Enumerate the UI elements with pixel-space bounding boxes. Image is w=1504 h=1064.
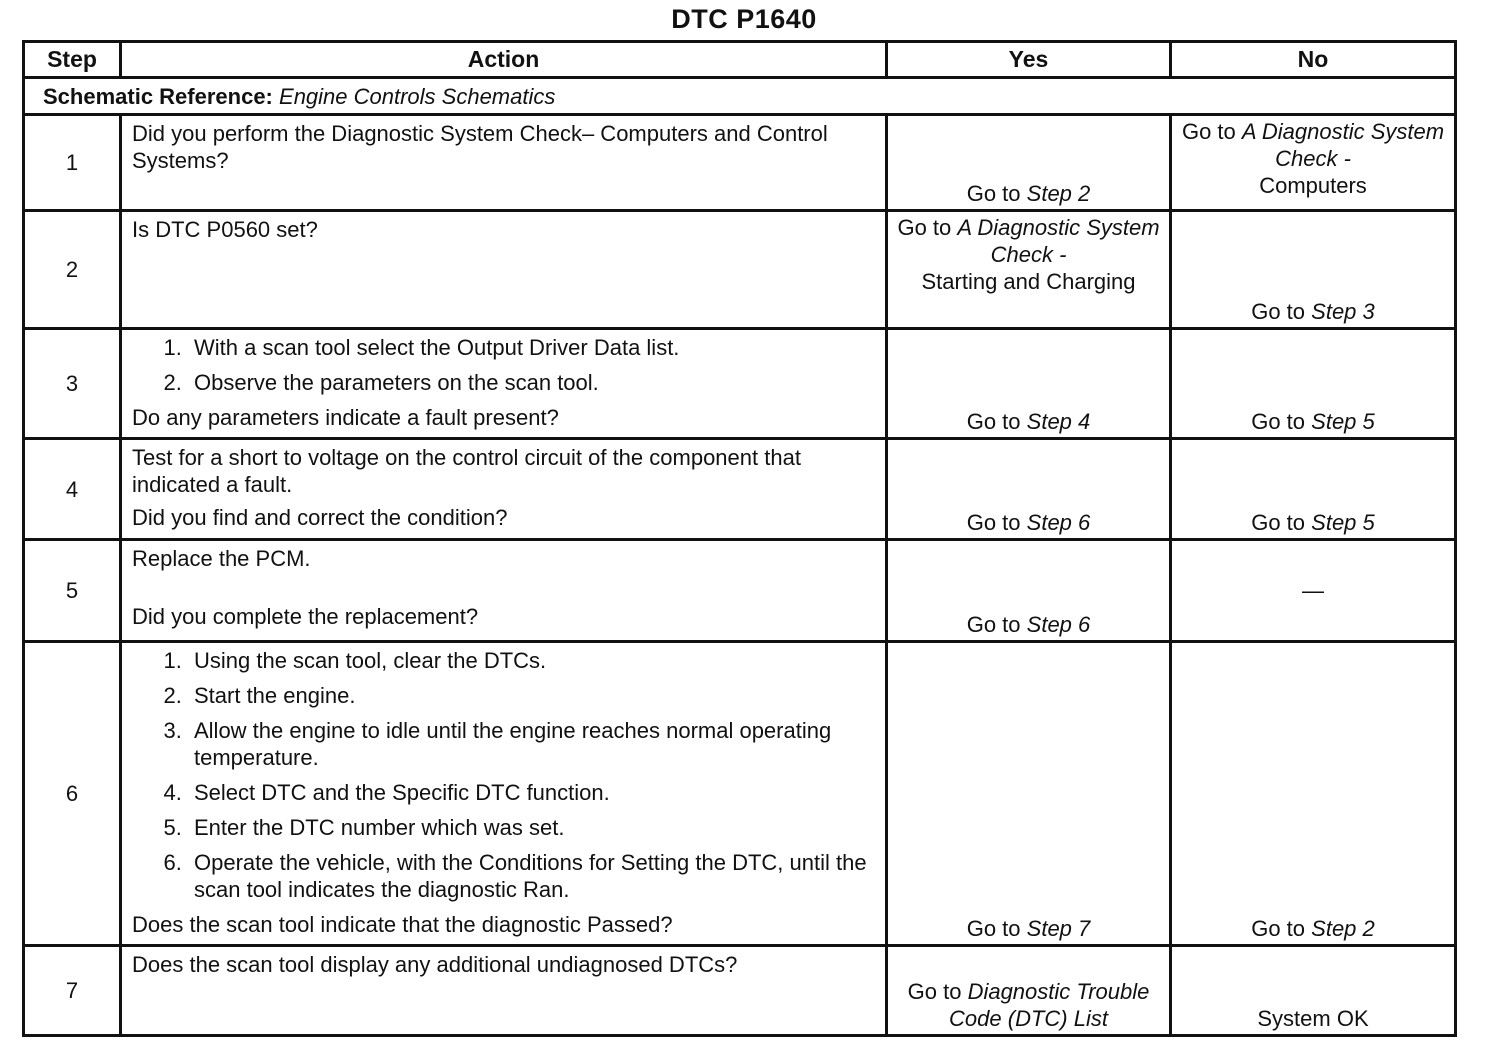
action-text bbox=[121, 439, 887, 540]
yes-suffix: Starting and Charging bbox=[921, 269, 1136, 294]
yes-target: Step 6 bbox=[1026, 612, 1091, 637]
goto-label: Go to bbox=[1251, 916, 1306, 941]
list-item: 4. Select DTC and the Specific DTC function. bbox=[188, 779, 877, 806]
no-target: Step 5 bbox=[1311, 510, 1375, 535]
no-target: Step 3 bbox=[1311, 299, 1375, 324]
no-cell bbox=[1171, 115, 1456, 211]
list-item: 6. Operate the vehicle, with the Conditions for Setting the DTC, until the scan tool indicates the diagnostic Ran. bbox=[188, 849, 877, 903]
no-target: Step 2 bbox=[1311, 916, 1375, 941]
yes-target: Step 2 bbox=[1026, 181, 1091, 206]
no-dash: — bbox=[1302, 578, 1324, 603]
action-question: Did you complete the replacement? bbox=[132, 604, 479, 629]
step-number: 3 bbox=[24, 329, 121, 439]
action-instruction: Does the scan tool display any additional undiagnosed DTCs? bbox=[132, 952, 738, 977]
header-row bbox=[24, 42, 1456, 78]
no-cell bbox=[1171, 540, 1456, 642]
goto-label: Go to bbox=[1181, 119, 1236, 144]
action-text bbox=[121, 329, 887, 439]
goto-label: Go to bbox=[966, 510, 1021, 535]
table-row bbox=[24, 329, 1456, 439]
yes-cell bbox=[887, 211, 1171, 329]
schematic-row bbox=[24, 78, 1456, 115]
list-item: 2. Start the engine. bbox=[188, 682, 877, 709]
yes-cell bbox=[887, 115, 1171, 211]
goto-label: Go to bbox=[897, 215, 952, 240]
action-text bbox=[121, 642, 887, 946]
table-row bbox=[24, 211, 1456, 329]
action-instruction: Replace the PCM. bbox=[132, 546, 311, 571]
table-row bbox=[24, 540, 1456, 642]
yes-target: Step 4 bbox=[1026, 409, 1091, 434]
list-item: 1. Using the scan tool, clear the DTCs. bbox=[188, 647, 877, 674]
table-row bbox=[24, 946, 1456, 1036]
action-text bbox=[121, 115, 887, 211]
yes-target: Step 6 bbox=[1026, 510, 1091, 535]
instruction-list bbox=[132, 647, 877, 903]
goto-label: Go to bbox=[1251, 299, 1306, 324]
action-instruction: Did you perform the Diagnostic System Check– Computers and Control Systems? bbox=[132, 121, 828, 173]
page-title: DTC P1640 bbox=[671, 4, 817, 34]
header-step: Step bbox=[24, 42, 121, 78]
step-number: 2 bbox=[24, 211, 121, 329]
step-number: 5 bbox=[24, 540, 121, 642]
table-row bbox=[24, 115, 1456, 211]
no-cell bbox=[1171, 642, 1456, 946]
goto-label: Go to bbox=[1251, 409, 1306, 434]
goto-label: Go to bbox=[907, 979, 962, 1004]
action-text bbox=[121, 540, 887, 642]
header-no: No bbox=[1171, 42, 1456, 78]
goto-label: Go to bbox=[966, 916, 1021, 941]
no-result: System OK bbox=[1257, 1006, 1369, 1031]
yes-cell bbox=[887, 540, 1171, 642]
list-item: 5. Enter the DTC number which was set. bbox=[188, 814, 877, 841]
step-number: 6 bbox=[24, 642, 121, 946]
goto-label: Go to bbox=[966, 409, 1021, 434]
table-row bbox=[24, 642, 1456, 946]
step-number: 4 bbox=[24, 439, 121, 540]
yes-cell bbox=[887, 946, 1171, 1036]
table-row bbox=[24, 439, 1456, 540]
no-cell bbox=[1171, 439, 1456, 540]
action-text bbox=[121, 211, 887, 329]
diagnostic-table bbox=[22, 40, 1457, 1037]
yes-target: Step 7 bbox=[1026, 916, 1091, 941]
no-cell bbox=[1171, 211, 1456, 329]
no-cell bbox=[1171, 946, 1456, 1036]
no-target: Step 5 bbox=[1311, 409, 1375, 434]
no-suffix: Computers bbox=[1259, 173, 1367, 198]
header-yes: Yes bbox=[887, 42, 1171, 78]
no-target: A Diagnostic System Check - bbox=[1241, 119, 1445, 171]
step-number: 7 bbox=[24, 946, 121, 1036]
yes-target: A Diagnostic System Check - bbox=[957, 215, 1160, 267]
schematic-label: Schematic Reference: bbox=[43, 83, 273, 109]
step-number: 1 bbox=[24, 115, 121, 211]
action-text bbox=[121, 946, 887, 1036]
list-item: 2. Observe the parameters on the scan tool. bbox=[188, 369, 877, 396]
action-question: Did you find and correct the condition? bbox=[132, 505, 508, 530]
list-item: 1. With a scan tool select the Output Driver Data list. bbox=[188, 334, 877, 361]
list-item: 3. Allow the engine to idle until the engine reaches normal operating temperature. bbox=[188, 717, 877, 771]
instruction-list bbox=[132, 334, 877, 396]
action-instruction: Test for a short to voltage on the control circuit of the component that indicated a fault. bbox=[132, 445, 801, 497]
yes-cell bbox=[887, 642, 1171, 946]
goto-label: Go to bbox=[1251, 510, 1306, 535]
schematic-value: Engine Controls Schematics bbox=[279, 83, 556, 109]
yes-cell bbox=[887, 329, 1171, 439]
yes-target: Diagnostic Trouble Code (DTC) List bbox=[949, 979, 1150, 1031]
header-action: Action bbox=[121, 42, 887, 78]
action-instruction: Is DTC P0560 set? bbox=[132, 217, 318, 242]
schematic-reference bbox=[24, 78, 1456, 115]
goto-label: Go to bbox=[966, 181, 1021, 206]
yes-cell bbox=[887, 439, 1171, 540]
action-question: Does the scan tool indicate that the diagnostic Passed? bbox=[132, 912, 673, 937]
action-question: Do any parameters indicate a fault present? bbox=[132, 405, 559, 430]
no-cell bbox=[1171, 329, 1456, 439]
goto-label: Go to bbox=[966, 612, 1021, 637]
